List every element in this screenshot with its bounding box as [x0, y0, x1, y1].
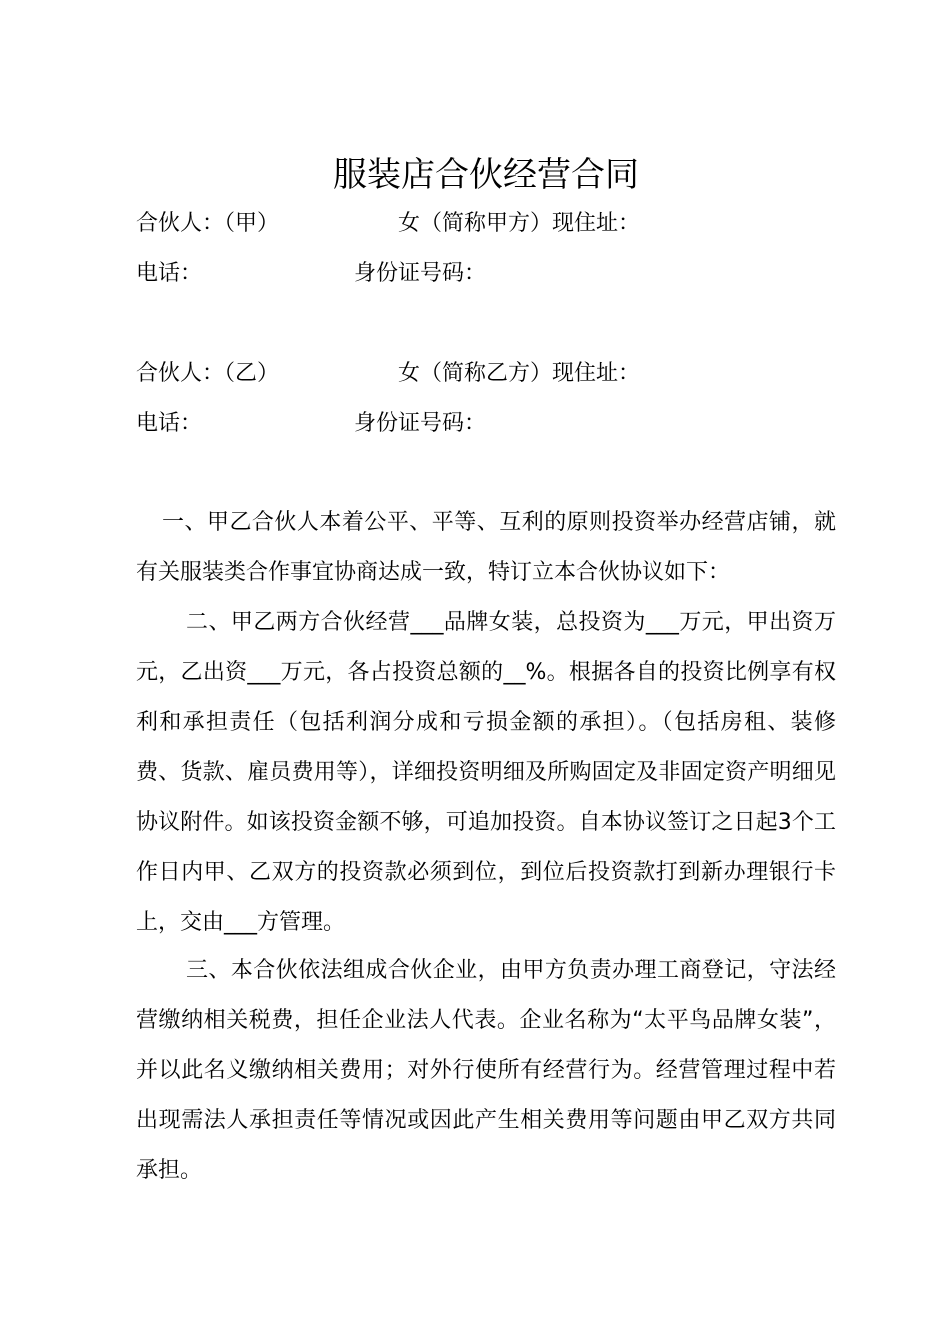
- party-a-phone-label: 电话：: [136, 261, 203, 286]
- party-a-contact-line: [136, 259, 836, 289]
- party-a-gender-address-label: 女（简称甲方）现住址：: [398, 211, 641, 236]
- document-title: 服装店合伙经营合同: [333, 155, 639, 195]
- clause-3: 三、本合伙依法组成合伙企业，由甲方负责办理工商登记，守法经营缴纳相关税费，担任企业法人代表。企业名称为“太平鸟品牌女装”，并以此名义缴纳相关费用；对外行使所有经营行为。经营管理过程中若出现需法人承担责任等情况或因此产生相关费用等问题由甲乙双方共同承担。: [136, 958, 836, 1183]
- clause-2: 二、甲乙两方合伙经营___品牌女装，总投资为___万元，甲出资万元，乙出资___万元，各占投资总额的__%。根据各自的投资比例享有权利和承担责任（包括利润分成和亏损金额的承担）。（包括房租、装修费、货款、雇员费用等），详细投资明细及所购固定及非固定资产明细见协议附件。如该投资金额不够，可追加投资。自本协议签订之日起3个工作日内甲、乙双方的投资款必须到位，到位后投资款打到新办理银行卡上，交由___方管理。: [136, 610, 836, 935]
- party-a-partner-line: [136, 209, 836, 239]
- party-a-id-label: 身份证号码：: [354, 261, 487, 286]
- party-b-contact-line: [136, 409, 836, 439]
- party-b-id-label: 身份证号码：: [354, 411, 487, 436]
- party-b-partner-label: 合伙人：（乙）: [136, 361, 280, 386]
- party-b-gender-address-label: 女（简称乙方）现住址：: [398, 361, 641, 386]
- party-a-partner-label: 合伙人：（甲）: [136, 211, 280, 236]
- clause-1: 一、甲乙合伙人本着公平、平等、互利的原则投资举办经营店铺，就有关服装类合作事宜协商达成一致，特订立本合伙协议如下：: [136, 510, 836, 585]
- party-b-partner-line: [136, 359, 836, 389]
- party-b-phone-label: 电话：: [136, 411, 203, 436]
